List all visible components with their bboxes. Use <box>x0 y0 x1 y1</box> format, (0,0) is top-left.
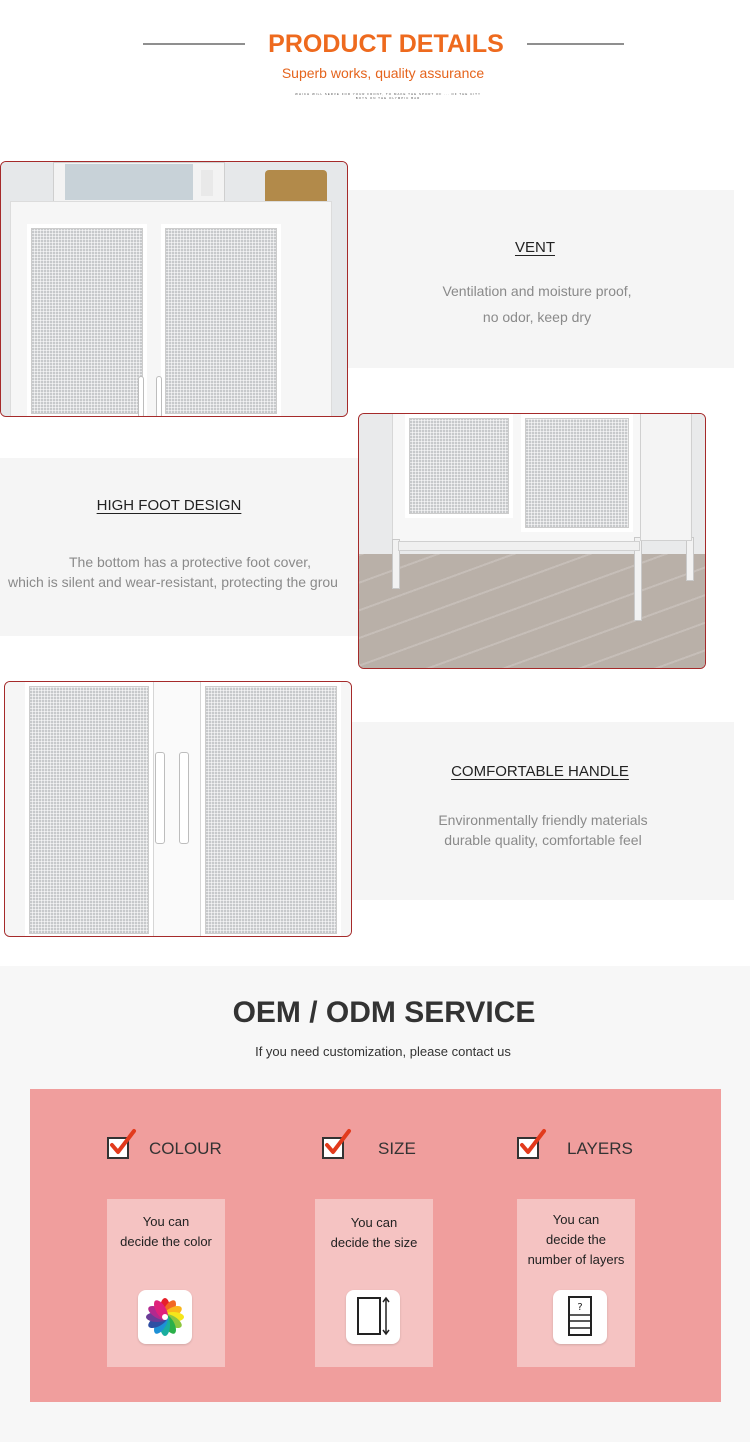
foot-panel <box>0 458 372 636</box>
foot-line-2: which is silent and wear-resistant, protecting the grou <box>8 574 338 590</box>
oem-subtitle: If you need customization, please contact us <box>255 1044 511 1059</box>
size-label: SIZE <box>378 1139 416 1158</box>
handle-line-2: durable quality, comfortable feel <box>444 832 642 848</box>
colour-check-icon <box>107 1137 129 1159</box>
layers-card-line-2: decide the <box>546 1232 606 1247</box>
foot-line-1: The bottom has a protective foot cover, <box>68 554 312 570</box>
vent-line-1: Ventilation and moisture proof, <box>442 283 632 299</box>
page-subtitle: Superb works, quality assurance <box>281 65 485 81</box>
foot-photo <box>358 413 706 669</box>
size-card-line-1: You can <box>350 1215 398 1230</box>
size-card <box>315 1199 433 1367</box>
cabinet-size-icon <box>346 1290 400 1344</box>
colour-card-line-2: decide the color <box>120 1234 212 1249</box>
color-wheel-icon <box>138 1290 192 1344</box>
handle-photo <box>4 681 352 937</box>
handle-panel <box>336 722 734 900</box>
header-micro-text: WHICH WILL SERVE FOR YOUR FRONT, TO MAKE THE SPORT OF ... OF THE CITY BOYS ON THE OLYMPIC BAR <box>295 92 481 100</box>
vent-title: VENT <box>514 239 555 256</box>
layers-card-line-1: You can <box>552 1212 600 1227</box>
layers-check-icon <box>517 1137 539 1159</box>
layers-card <box>517 1199 635 1367</box>
colour-label: COLOUR <box>149 1139 222 1158</box>
page-title: PRODUCT DETAILS <box>268 30 504 58</box>
colour-card-line-1: You can <box>142 1214 190 1229</box>
handle-line-1: Environmentally friendly materials <box>438 812 648 828</box>
colour-card <box>107 1199 225 1367</box>
svg-text:?: ? <box>577 1302 583 1313</box>
handle-title: COMFORTABLE HANDLE <box>451 763 629 780</box>
size-check-icon <box>322 1137 344 1159</box>
layers-label: LAYERS <box>567 1139 633 1158</box>
layers-card-line-3: number of layers <box>527 1252 625 1267</box>
oem-title: OEM / ODM SERVICE <box>232 996 536 1029</box>
vent-panel <box>336 190 734 368</box>
size-card-line-2: decide the size <box>330 1235 418 1250</box>
vent-photo <box>0 161 348 417</box>
vent-line-2: no odor, keep dry <box>482 309 592 325</box>
foot-title: HIGH FOOT DESIGN <box>96 497 242 514</box>
layers-icon <box>553 1290 607 1344</box>
